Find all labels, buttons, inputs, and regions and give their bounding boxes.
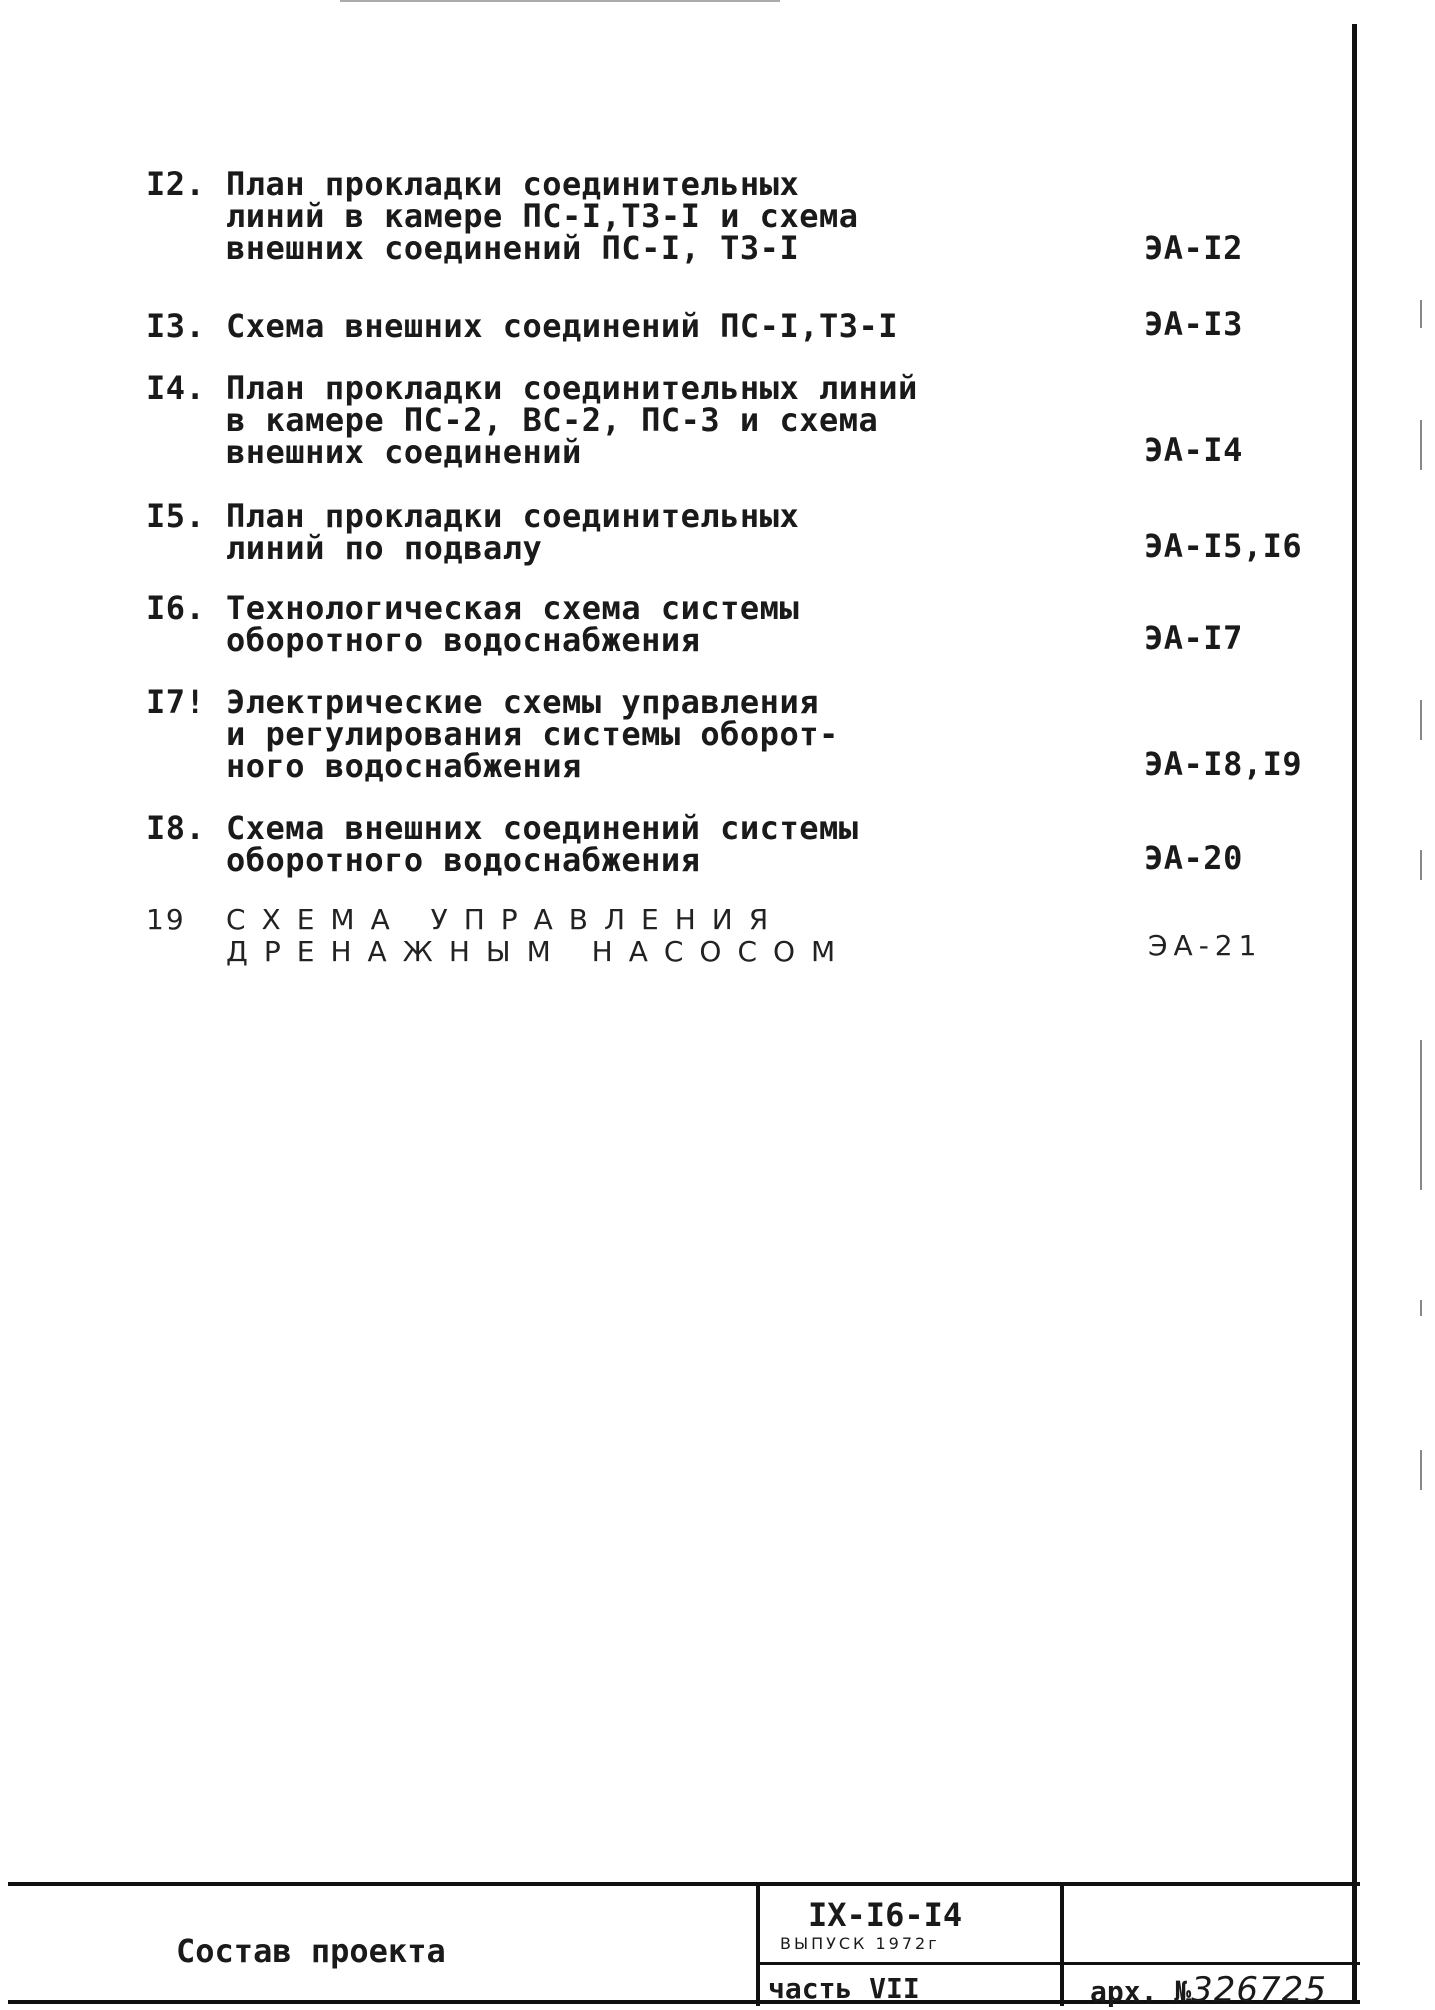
scan-edge-line: [1420, 850, 1422, 880]
item-sheet-code: ЭА-21: [1148, 929, 1263, 962]
scan-edge-line: [1420, 1450, 1422, 1490]
item-sheet-code: ЭА-I8,I9: [1144, 745, 1303, 783]
scan-edge-line: [1420, 700, 1422, 740]
item-number: I4.: [146, 369, 206, 407]
scan-edge-line: [1420, 300, 1422, 328]
item-line: План прокладки соединительных: [226, 497, 800, 535]
item-sheet-code: ЭА-I5,I6: [1144, 527, 1303, 565]
archive-label: арх. №: [1090, 1975, 1192, 2008]
top-edge-mark: [340, 0, 780, 2]
archive-number: [1090, 1970, 1327, 2010]
item-line: и регулирования системы оборот-: [226, 715, 839, 753]
item-description: [226, 165, 1126, 267]
scan-edge-line: [1420, 420, 1422, 470]
item-description: [226, 904, 1126, 968]
item-line: План прокладки соединительных линий: [226, 369, 918, 407]
item-description: [226, 683, 1126, 785]
item-sheet-code: ЭА-I4: [1144, 431, 1243, 469]
item-number: I3.: [146, 307, 206, 345]
item-number: I6.: [146, 589, 206, 627]
title-block-divider: [756, 1886, 760, 2006]
title-block-divider: [1060, 1886, 1064, 2006]
title-block-divider: [760, 1962, 1360, 1965]
scan-edge-line: [1420, 1040, 1422, 1190]
item-number: I2.: [146, 165, 206, 203]
item-description: [226, 589, 1126, 659]
frame-right-border: [1352, 24, 1357, 2002]
item-sheet-code: ЭА-I2: [1144, 229, 1243, 267]
part-label: часть VII: [768, 1972, 920, 2005]
archive-value: 326725: [1191, 1970, 1327, 2010]
item-number: I5.: [146, 497, 206, 535]
item-sheet-code: ЭА-I3: [1144, 305, 1243, 343]
item-number: I8.: [146, 809, 206, 847]
issue-note: ВЫПУСК 1972г: [780, 1934, 940, 1953]
item-line: Схема внешних соединений ПС-I,ТЗ-I: [226, 307, 899, 345]
title-block: [8, 1882, 1360, 2010]
item-sheet-code: ЭА-20: [1144, 839, 1243, 877]
scan-edge-line: [1420, 1300, 1422, 1316]
item-line: линий в камере ПС-I,ТЗ-I и схема: [226, 197, 859, 235]
item-line: СХЕМА УПРАВЛЕНИЯ: [226, 903, 785, 936]
item-line: оборотного водоснабжения: [226, 621, 701, 659]
item-line: Схема внешних соединений системы: [226, 809, 859, 847]
item-line: внешних соединений: [226, 433, 582, 471]
item-description: [226, 307, 1126, 345]
item-line: внешних соединений ПС-I, ТЗ-I: [226, 229, 800, 267]
item-number: I7!: [146, 683, 206, 721]
item-line: Электрические схемы управления: [226, 683, 819, 721]
item-line: ДРЕНАЖНЫМ НАСОСОМ: [226, 935, 852, 968]
item-description: [226, 497, 1126, 567]
item-description: [226, 809, 1126, 879]
item-line: Технологическая схема системы: [226, 589, 800, 627]
item-line: линий по подвалу: [226, 529, 543, 567]
item-description: [226, 369, 1126, 471]
item-number: 19: [146, 903, 186, 936]
item-line: ного водоснабжения: [226, 747, 582, 785]
item-sheet-code: ЭА-I7: [1144, 619, 1243, 657]
item-line: в камере ПС-2, ВС-2, ПС-3 и схема: [226, 401, 879, 439]
item-line: План прокладки соединительных: [226, 165, 800, 203]
item-line: оборотного водоснабжения: [226, 841, 701, 879]
document-code: IX-I6-I4: [808, 1896, 963, 1934]
project-composition-title: Состав проекта: [176, 1932, 446, 1970]
